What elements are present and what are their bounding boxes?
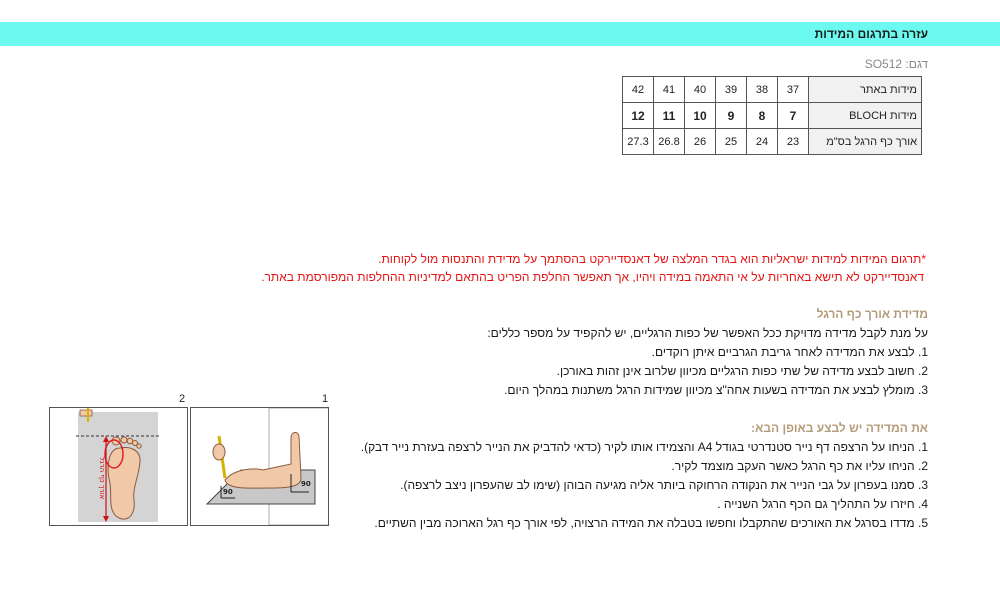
length-label: אורך כף הרגל (98, 456, 106, 500)
table-cell: 23 (778, 129, 809, 155)
row-label: אורך כף הרגל בס"מ (809, 129, 922, 155)
hand (213, 444, 225, 460)
table-cell: 12 (623, 103, 654, 129)
list-item: 3. סמנו בעפרון על גבי הנייר את הנקודה הרחוקה ביותר אליה מגיעה הבוהן (שימו לב שהעפרון ניצב לרצפה). (400, 478, 928, 492)
table-row (623, 129, 922, 155)
table-cell: 27.3 (623, 129, 654, 155)
disclaimer-line-1: *תרגום המידות למידות ישראליות הוא בגדר המלצה של דאנסדיירקט בהסתמך על מדידת והתנסות מול לקוחות. (378, 252, 926, 266)
table-cell: 39 (716, 77, 747, 103)
table-cell: 38 (747, 77, 778, 103)
list-item: 2. חשוב לבצע מדידה של שתי כפות הרגליים מכיוון שלרוב אינן זהות באורכן. (556, 364, 928, 378)
side-view-drawing (191, 408, 328, 525)
table-cell: 25 (716, 129, 747, 155)
disclaimer-line-2: דאנסדיירקט לא תישא באחריות על אי התאמה במידה ויהיו, אך תאפשר החלפת הפריט בהתאם למדיניות ההחלפות המפורסמת באתר. (261, 270, 924, 284)
table-cell: 41 (654, 77, 685, 103)
row-label: מידות BLOCH (809, 103, 922, 129)
angle-label-2: 90 (223, 488, 233, 496)
page-title: עזרה בתרגום המידות (814, 27, 928, 41)
figure-1-side-view-illustration (190, 407, 329, 526)
table-cell: 10 (685, 103, 716, 129)
table-cell: 7 (778, 103, 809, 129)
table-cell: 26 (685, 129, 716, 155)
size-conversion-table (622, 76, 922, 155)
figure-1-number: 1 (322, 393, 329, 405)
list-item: 4. חיזרו על התהליך גם הכף הרגל השנייה . (717, 497, 928, 511)
steps-section-title: את המדידה יש לבצע באופן הבא: (751, 421, 928, 435)
angle-label-1: 90 (301, 480, 311, 488)
model-label: דגם: SO512 (864, 57, 928, 71)
table-cell: 9 (716, 103, 747, 129)
list-item: 5. מדדו בסרגל את האורכים שהתקבלו וחפשו בטבלה את המידה הרצויה, לפי אורך כף רגל הארוכה מבין השתיים. (374, 516, 928, 530)
table-cell: 40 (685, 77, 716, 103)
row-label: מידות באתר (809, 77, 922, 103)
table-cell: 42 (623, 77, 654, 103)
measure-intro: על מנת לקבל מדידה מדויקת ככל האפשר של כפות הרגליים, יש להקפיד על מספר כללים: (487, 326, 928, 340)
table-cell: 24 (747, 129, 778, 155)
table-cell: 26.8 (654, 129, 685, 155)
list-item: 1. הניחו על הרצפה דף נייר סטנדרטי בגודל A4 והצמידו אותו לקיר (כדאי להדביק את הנייר לרצפה בעזרת נייר דבק). (360, 440, 928, 454)
table-cell: 8 (747, 103, 778, 129)
list-item: 2. הניחו עליו את כף הרגל כאשר העקב מוצמד לקיר. (671, 459, 928, 473)
footprint-drawing (50, 408, 187, 525)
table-cell: 11 (654, 103, 685, 129)
figure-2-footprint-illustration (49, 407, 188, 526)
list-item: 3. מומלץ לבצע את המדידה בשעות אחה"צ מכיוון שמידות הרגל משתנות במהלך היום. (504, 383, 928, 397)
measure-section-title: מדידת אורך כף הרגל (816, 307, 928, 321)
table-row (623, 103, 922, 129)
table-row (623, 77, 922, 103)
list-item: 1. לבצע את המדידה לאחר גריבת הגרביים איתן רוקדים. (651, 345, 928, 359)
figure-2-number: 2 (179, 393, 186, 405)
table-cell: 37 (778, 77, 809, 103)
